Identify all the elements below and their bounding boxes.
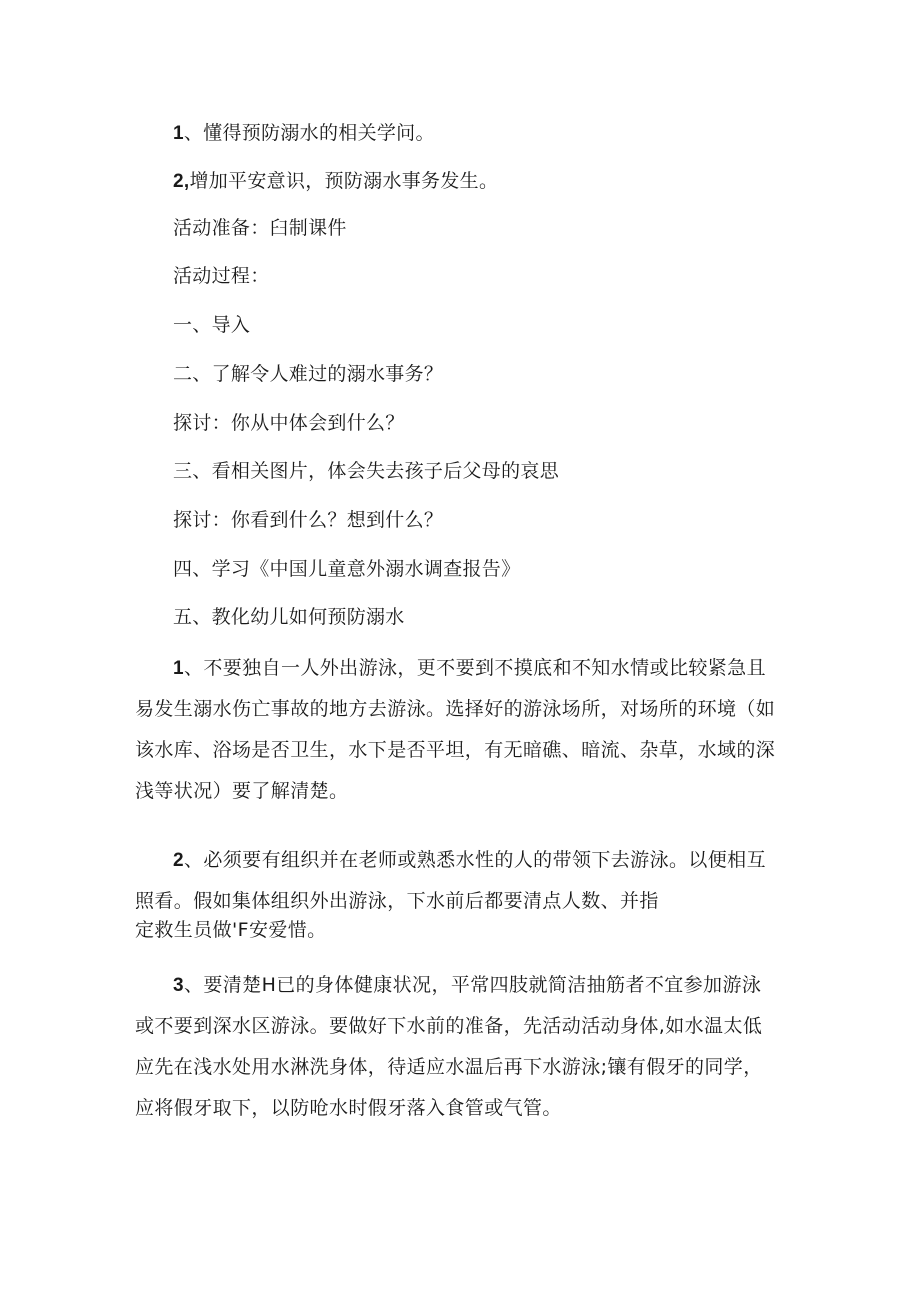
section-two: 二、了解令人难过的溺水事务？	[173, 363, 444, 385]
prevention-paragraph-1	[135, 648, 795, 812]
paragraph-line: 应将假牙取下，以防呛水时假牙落入食管或气管。	[135, 1097, 562, 1119]
activity-process-heading: 活动过程：	[173, 265, 270, 287]
line-text: 、要清楚H已的身体健康状况，平常四肢就简洁抽筋者不宜参加游泳	[183, 974, 762, 996]
objective-line-2	[173, 169, 498, 194]
line-text: 、不要独自一人外出游泳，更不要到不摸底和不知水情或比较紧急且	[183, 657, 766, 679]
line-text: 、必须要有组织并在老师或熟悉水性的人的带领下去游泳。以便相互	[183, 849, 766, 871]
line-text: 、懂得预防溺水的相关学问。	[183, 122, 435, 144]
paragraph-line	[135, 965, 795, 1006]
paragraph-line: 或不要到深水区游泳。要做好下水前的准备，先活动活动身体,如水温太低	[135, 1015, 763, 1037]
section-three: 三、看相关图片，体会失去孩子后父母的哀思	[173, 460, 560, 482]
item-number: 3	[173, 975, 184, 996]
prevention-paragraph-2	[135, 840, 795, 951]
objective-line-1	[173, 121, 435, 146]
paragraph-line: 定救生员做'F安爱惜。	[135, 919, 327, 941]
paragraph-line: 易发生溺水伤亡事故的地方去游泳。选择好的游泳场所，对场所的环境（如	[135, 698, 776, 720]
paragraph-line: 应先在浅水处用水淋洗身体，待适应水温后再下水游泳;镶有假牙的同学，	[135, 1056, 763, 1078]
item-number: 2,	[173, 171, 190, 192]
discussion-two: 探讨：你看到什么？想到什么？	[173, 509, 444, 531]
paragraph-line: 该水库、浴场是否卫生，水下是否平坦，有无暗礁、暗流、杂草，水域的深	[135, 739, 776, 761]
activity-preparation: 活动准备：臼制课件	[173, 217, 347, 239]
paragraph-line: 浅等状况）要了解清楚。	[135, 780, 349, 802]
item-number: 2	[173, 850, 184, 871]
paragraph-line: 照看。假如集体组织外出游泳，下水前后都要清点人数、并指	[135, 890, 659, 912]
prevention-paragraph-3	[135, 965, 795, 1129]
section-four: 四、学习《中国儿童意外溺水调查报告》	[173, 558, 521, 580]
section-five: 五、教化幼儿如何预防溺水	[173, 606, 405, 628]
item-number: 1	[173, 658, 184, 679]
line-text: 增加平安意识，预防溺水事务发生。	[189, 170, 499, 192]
paragraph-line	[135, 648, 795, 689]
item-number: 1	[173, 123, 184, 144]
paragraph-line	[135, 840, 795, 881]
discussion-one: 探讨：你从中体会到什么？	[173, 412, 405, 434]
section-intro: 一、导入	[173, 314, 251, 336]
